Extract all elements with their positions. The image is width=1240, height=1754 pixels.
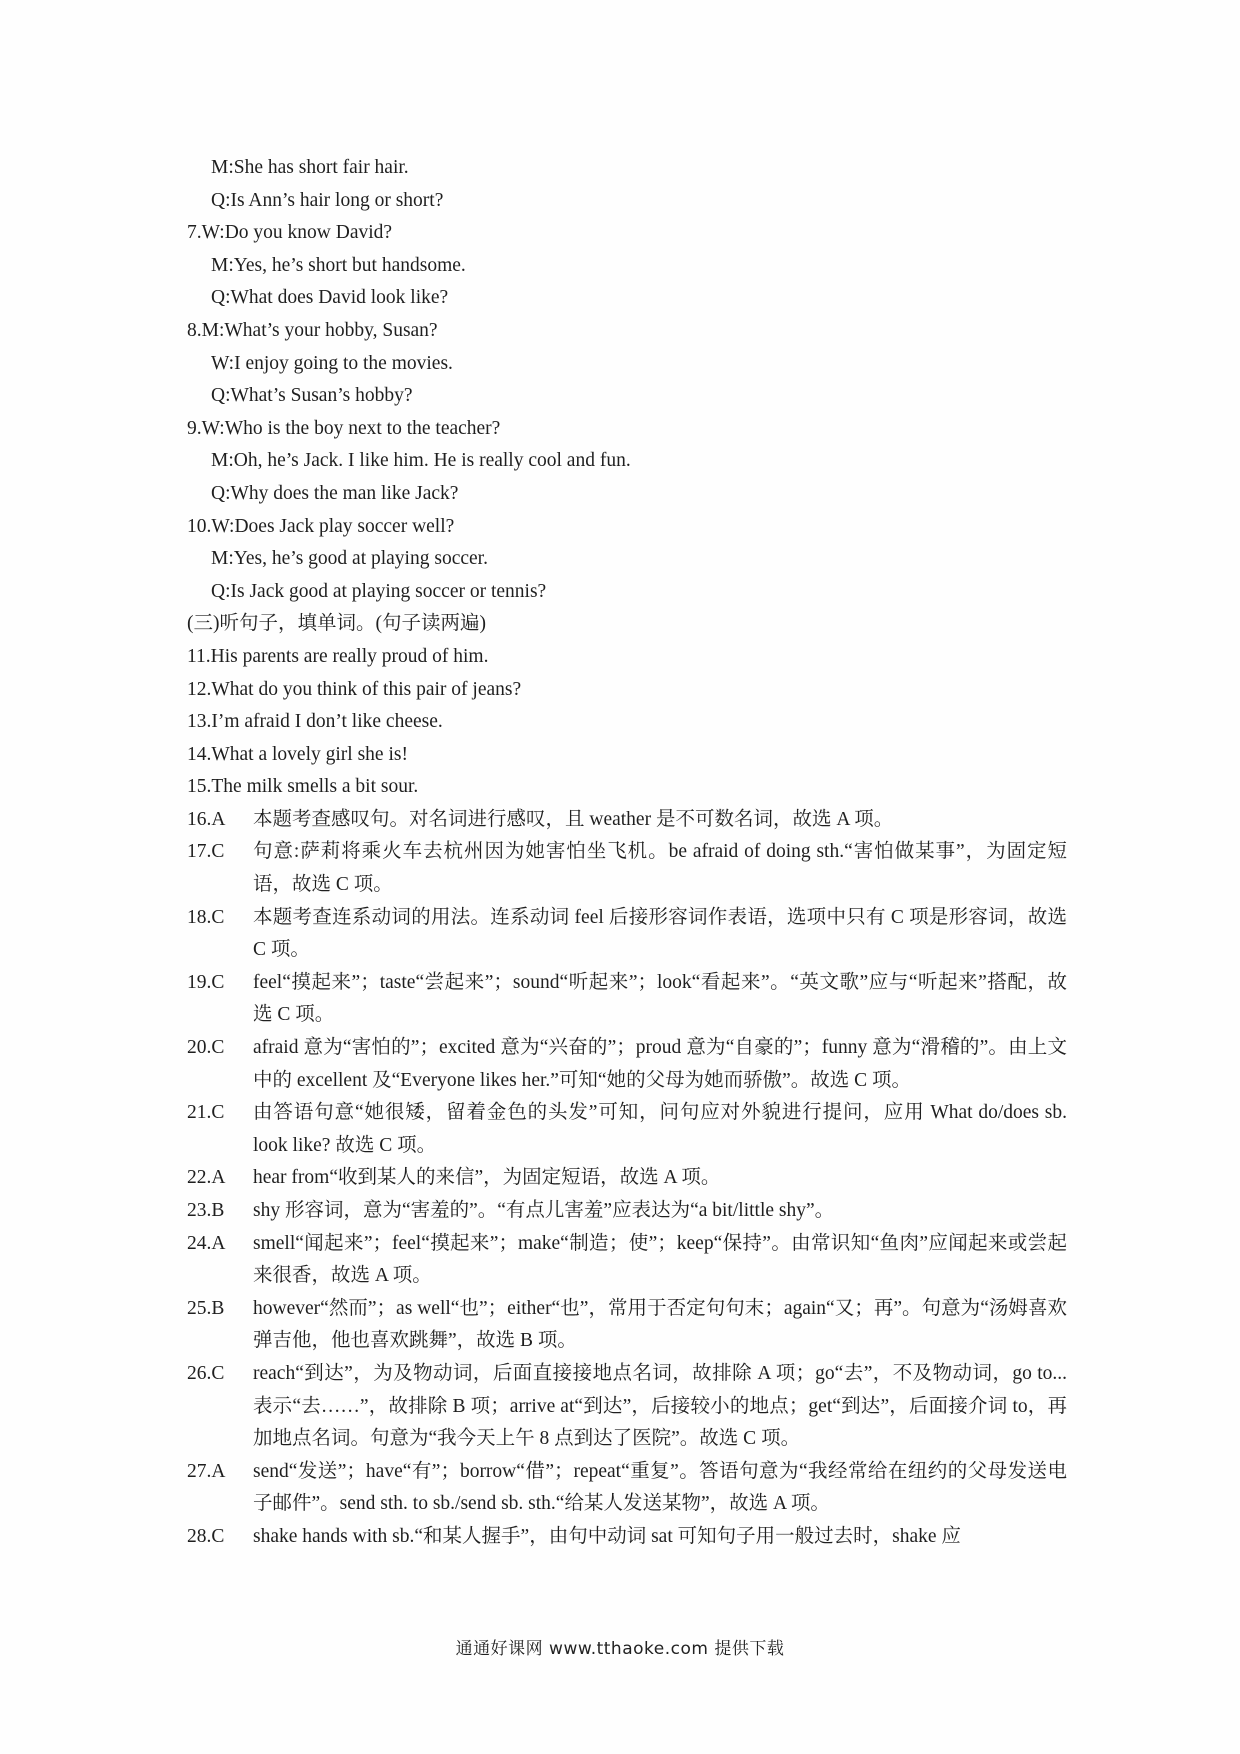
answer-explanation: reach“到达”，为及物动词，后面直接接地点名词，故排除 A 项；go“去”，不及物动词，go to...表示“去……”，故排除 B 项；arrive at“到达”，后接较小的地点；get“到达”，后面接介词 to，再加地点名词。句意为“我今天上午 8 点到达了医院”。故选 C 项。 — [253, 1362, 1067, 1450]
dialogue-line: 10.W:Does Jack play soccer well? — [187, 515, 455, 537]
answer-number: 24.A — [187, 1232, 226, 1254]
answer-explanation: shake hands with sb.“和某人握手”，由句中动词 sat 可知句子用一般过去时，shake 应 — [253, 1525, 961, 1547]
answer-number: 23.B — [187, 1200, 225, 1221]
answer-explanation: 本题考查感叹句。对名词进行感叹，且 weather 是不可数名词，故选 A 项。 — [253, 808, 894, 830]
answer-number: 20.C — [187, 1037, 225, 1059]
dialogue-line: M:Oh, he’s Jack. I like him. He is really cool and fun. — [211, 450, 631, 472]
answer-item — [187, 1521, 1067, 1554]
answer-explanation: send“发送”；have“有”；borrow“借”；repeat“重复”。答语句意为“我经常给在纽约的父母发送电子邮件”。send sth. to sb./send sb. sth.“给某人发送某物”，故选 A 项。 — [253, 1460, 1067, 1515]
answer-item — [187, 902, 1067, 967]
answer-number: 25.B — [187, 1297, 225, 1319]
sentence-list — [187, 641, 1067, 804]
answer-explanation: hear from“收到某人的来信”，为固定短语，故选 A 项。 — [253, 1167, 721, 1189]
answer-number: 26.C — [187, 1362, 225, 1384]
answer-item — [187, 1456, 1067, 1521]
answer-number: 17.C — [187, 841, 225, 863]
answer-explanation: shy 形容词，意为“害羞的”。“有点儿害羞”应表达为“a bit/little shy”。 — [253, 1200, 835, 1221]
answer-item — [187, 1032, 1067, 1097]
answer-explanation: afraid 意为“害怕的”；excited 意为“兴奋的”；proud 意为“自豪的”；funny 意为“滑稽的”。由上文中的 excellent 及“Everyone likes her.”可知“她的父母为她而骄傲”。故选 C 项。 — [253, 1037, 1067, 1091]
answer-number: 28.C — [187, 1525, 225, 1547]
answer-item — [187, 1195, 1067, 1228]
answer-number: 21.C — [187, 1102, 225, 1124]
answer-number: 27.A — [187, 1460, 226, 1482]
section-title: (三)听句子，填单词。(句子读两遍) — [187, 613, 486, 635]
sentence-item: 15.The milk smells a bit sour. — [187, 776, 419, 798]
sentence-item: 13.I’m afraid I don’t like cheese. — [187, 711, 443, 733]
dialogue-line: Q:Is Jack good at playing soccer or tennis? — [211, 580, 547, 602]
answer-explanation: 句意:萨莉将乘火车去杭州因为她害怕坐飞机。be afraid of doing sth.“害怕做某事”，为固定短语，故选 C 项。 — [253, 841, 1067, 896]
sentence-item: 11.His parents are really proud of him. — [187, 645, 489, 667]
answer-item — [187, 1228, 1067, 1293]
dialogue-line: 9.W:Who is the boy next to the teacher? — [187, 417, 501, 439]
page-footer: 通通好课网 www.tthaoke.com 提供下载 — [455, 1639, 785, 1659]
answer-explanations — [187, 804, 1067, 1554]
answer-number: 19.C — [187, 971, 225, 993]
dialogue-line: 8.M:What’s your hobby, Susan? — [187, 319, 438, 341]
dialogue-line: 7.W:Do you know David? — [187, 222, 393, 244]
answer-number: 22.A — [187, 1167, 226, 1189]
dialogue-line: Q:What’s Susan’s hobby? — [211, 385, 413, 407]
answer-number: 18.C — [187, 906, 225, 928]
dialogue-line: Q:Is Ann’s hair long or short? — [211, 189, 444, 211]
answer-item — [187, 967, 1067, 1032]
answer-explanation: feel“摸起来”；taste“尝起来”；sound“听起来”；look“看起来”。“英文歌”应与“听起来”搭配，故选 C 项。 — [253, 971, 1067, 1026]
dialogue-line: W:I enjoy going to the movies. — [211, 352, 453, 374]
dialogue-line: M:She has short fair hair. — [211, 157, 409, 178]
dialogue-line: M:Yes, he’s short but handsome. — [211, 254, 466, 276]
answer-item — [187, 804, 1067, 837]
answer-item — [187, 1358, 1067, 1456]
dialogue-line: M:Yes, he’s good at playing soccer. — [211, 548, 488, 570]
document-body — [187, 152, 1067, 1554]
answer-item — [187, 1293, 1067, 1358]
sentence-item: 14.What a lovely girl she is! — [187, 743, 408, 765]
answer-explanation: 由答语句意“她很矮，留着金色的头发”可知，问句应对外貌进行提问，应用 What do/does sb. look like? 故选 C 项。 — [253, 1102, 1067, 1156]
answer-item — [187, 1162, 1067, 1195]
listening-script — [187, 152, 1067, 608]
dialogue-line: Q:Why does the man like Jack? — [211, 482, 459, 504]
answer-explanation: however“然而”；as well“也”；either“也”，常用于否定句句末；again“又；再”。句意为“汤姆喜欢弹吉他，他也喜欢跳舞”，故选 B 项。 — [253, 1297, 1067, 1352]
answer-item — [187, 1097, 1067, 1162]
dialogue-line: Q:What does David look like? — [211, 287, 449, 309]
answer-explanation: smell“闻起来”；feel“摸起来”；make“制造；使”；keep“保持”。由常识知“鱼肉”应闻起来或尝起来很香，故选 A 项。 — [253, 1232, 1067, 1287]
sentence-item: 12.What do you think of this pair of jeans? — [187, 678, 522, 700]
answer-number: 16.A — [187, 808, 226, 830]
answer-explanation: 本题考查连系动词的用法。连系动词 feel 后接形容词作表语，选项中只有 C 项是形容词，故选 C 项。 — [253, 906, 1067, 961]
answer-item — [187, 836, 1067, 901]
